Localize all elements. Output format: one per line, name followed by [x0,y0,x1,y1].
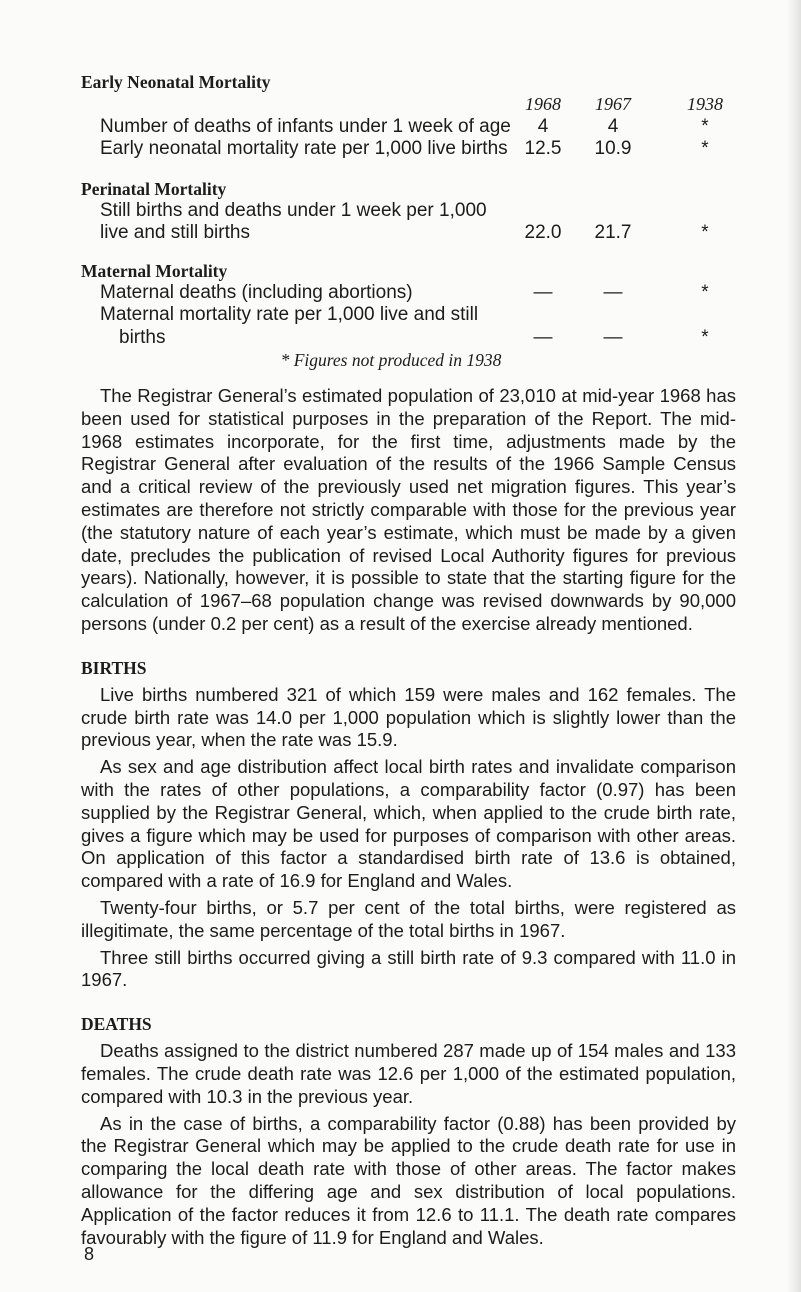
row-label: Still births and deaths under 1 week per 1,000 [100,199,487,221]
deaths-paragraph-1: Deaths assigned to the district numbered 287 made up of 154 males and 133 females. The crude death rate was 12.6 per 1,000 of the estimated population, compared with 10.3 in the previous year. [81,1040,736,1107]
year-header-row [81,93,736,116]
document-page [81,72,736,1249]
perinatal-heading: Perinatal Mortality [81,178,227,199]
neonatal-heading: Early Neonatal Mortality [81,72,271,92]
table-row [81,138,736,161]
maternal-heading: Maternal Mortality [81,260,228,281]
year-1968: 1968 [525,94,561,114]
row-label: Early neonatal mortality rate per 1,000 live births [100,138,508,159]
cell-1968: — [533,281,553,303]
cell-1938: * [701,326,709,348]
cell-1968: 22.0 [524,222,562,243]
page-edge-shadow [787,0,801,1292]
table-row [81,327,736,350]
cell-1968: — [533,326,553,348]
row-label: births [119,326,166,348]
cell-1938: * [701,115,709,137]
deaths-paragraph-2: As in the case of births, a comparability factor (0.88) has been provided by the Registrar General which may be applied to the crude death rate for use in comparing the local death rate with those of other areas. The factor makes allowance for the differing age and sex distribution of local populations. Application of the factor reduces it from 12.6 to 11.1. The death rate compares favourably with the figure of 11.9 for England and Wales. [81,1112,736,1248]
cell-1967: 21.7 [594,222,632,243]
births-paragraph-2: As sex and age distribution affect local birth rates and invalidate comparison with the rates of other populations, a comparability factor (0.97) has been supplied by the Registrar General, which, when applied to the crude birth rate, gives a figure which may be used for purposes of comparison with other areas. On application of this factor a standardised birth rate of 13.6 is obtained, compared with a rate of 16.9 for England and Wales. [81,756,736,892]
cell-1967: — [603,326,623,348]
deaths-heading: DEATHS [81,1014,152,1035]
row-label: Number of deaths of infants under 1 week of age [100,115,511,137]
row-label: Maternal deaths (including abortions) [100,281,413,303]
cell-1938: * [701,138,709,159]
cell-1967: 4 [607,115,619,137]
year-1967: 1967 [595,94,631,114]
cell-1968: 4 [537,115,549,137]
row-label: Maternal mortality rate per 1,000 live and still [100,304,479,325]
table-row [81,282,736,305]
births-paragraph-1: Live births numbered 321 of which 159 were males and 162 females. The crude birth rate was 14.0 per 1,000 population which is slightly lower than the previous year, when the rate was 15.9. [81,683,736,751]
cell-1967: — [603,281,623,303]
table-footnote: * Figures not produced in 1938 [280,350,502,370]
year-1938: 1938 [687,94,723,114]
births-heading: BIRTHS [81,657,147,678]
population-paragraph: The Registrar General’s estimated population of 23,010 at mid-year 1968 has been used for statistical purposes in the preparation of the Report. The mid-1968 estimates incorporate, for the first time, adjustments made by the Registrar General after evaluation of the results of the 1966 Sample Census and a critical review of the previously used net migration figures. This year’s estimates are therefore not strictly comparable with those for the previous year (the statutory nature of each year’s estimate, which must be made by a given date, precludes the publication of revised Local Authority figures for previous years). Nationally, however, it is possible to state that the starting figure for the calculation of 1967–68 population change was revised downwards by 90,000 persons (under 0.2 per cent) as a result of the exercise already mentioned. [81,385,736,634]
table-row [81,222,736,245]
births-paragraph-3: Twenty-four births, or 5.7 per cent of the total births, were registered as illegitimate, the same percentage of the total births in 1967. [81,896,736,941]
cell-1938: * [701,222,709,243]
table-row [81,116,736,139]
cell-1968: 12.5 [524,138,562,159]
table-row-label-line [81,200,736,223]
births-paragraph-4: Three still births occurred giving a still birth rate of 9.3 compared with 11.0 in 1967. [81,946,736,991]
table-row-label-line [81,304,736,327]
cell-1938: * [701,281,709,303]
cell-1967: 10.9 [594,138,632,159]
row-label: live and still births [100,222,250,243]
page-number: 8 [84,1244,95,1264]
